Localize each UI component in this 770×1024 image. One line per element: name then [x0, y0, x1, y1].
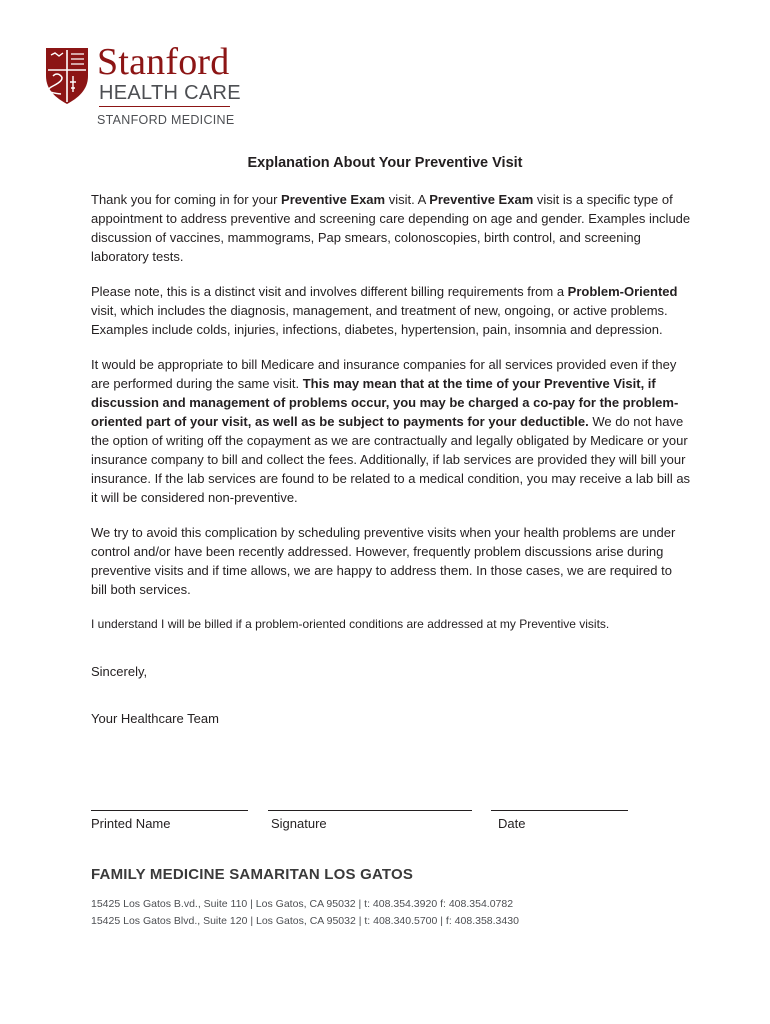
- document-title: Explanation About Your Preventive Visit: [247, 155, 523, 171]
- clinic-address-1: 15425 Los Gatos B.vd., Suite 110 | Los Gatos, CA 95032 | t: 408.354.3920 f: 408.354.0782: [91, 898, 514, 910]
- paragraph-problem-oriented: Please note, this is a distinct visit and involves different billing requirements from a Problem-Oriented visit, which includes the diagnosis, management, and treatment of new, ongoing, or active problems. Examples include colds, injuries, infections, diabetes, hypertension, pain, insomnia and depression.: [91, 284, 678, 337]
- signoff: Your Healthcare Team: [91, 711, 219, 726]
- signature-line[interactable]: [268, 810, 472, 811]
- paragraph-preventive-exam: Thank you for coming in for your Preventive Exam visit. A Preventive Exam visit is a specific type of appointment to address preventive and screening care depending on age and gender. Examples include discussion of vaccines, mammograms, Pap smears, colonoscopies, birth control, and screening laboratory tests.: [91, 192, 691, 264]
- date-line[interactable]: [491, 810, 628, 811]
- logo-division: STANFORD MEDICINE: [97, 113, 235, 127]
- logo-wordmark: Stanford: [97, 41, 230, 83]
- stanford-health-care-logo: [44, 41, 244, 134]
- printed-name-line[interactable]: [91, 810, 248, 811]
- signature-block: [0, 810, 770, 840]
- clinic-name: FAMILY MEDICINE SAMARITAN LOS GATOS: [91, 866, 414, 883]
- paragraph-scheduling: We try to avoid this complication by scheduling preventive visits when your health problems are under control and/or have been recently addressed. However, frequently problem discussions arise during preventive visits and if time allows, we are happy to address them. In those cases, we are required to bill both services.: [91, 525, 676, 597]
- document-body: [91, 190, 691, 744]
- clinic-address-2: 15425 Los Gatos Blvd., Suite 120 | Los Gatos, CA 95032 | t: 408.340.5700 | f: 408.358.3430: [91, 915, 519, 927]
- signature-label: Signature: [271, 816, 327, 831]
- closing: Sincerely,: [91, 664, 148, 679]
- paragraph-billing: It would be appropriate to bill Medicare and insurance companies for all services provided even if they are performed during the same visit. This may mean that at the time of your Preventive Visit, if discussion and management of problems occur, you may be charged a co-pay for the problem-oriented part of your visit, as well as be subject to payments for your deductible. We do not have the option of writing off the copayment as we are contractually and legally obligated by Medicare or your insurance company to bill and collect the fees. Additionally, if lab services are provided they will bill your insurance. If the lab services are found to be related to a medical condition, you may receive a lab bill as it will be considered non-preventive.: [91, 357, 691, 505]
- date-label: Date: [498, 816, 526, 831]
- acknowledgement-statement: I understand I will be billed if a problem-oriented conditions are addressed at my Preventive visits.: [91, 617, 610, 631]
- logo-divider: [99, 106, 230, 107]
- logo-subtitle: HEALTH CARE: [99, 82, 241, 104]
- stanford-shield-icon: [44, 46, 90, 106]
- printed-name-label: Printed Name: [91, 816, 171, 831]
